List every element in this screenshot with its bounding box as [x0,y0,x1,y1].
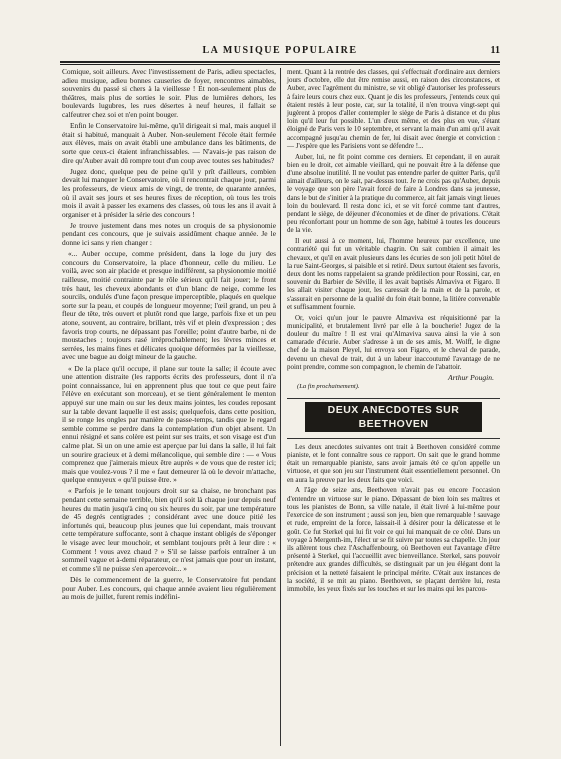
author-signature: Arthur Pougin. [448,372,494,382]
paragraph: A l'âge de seize ans, Beethoven n'avait pas eu encore l'occasion d'entendre un virtuose sur le piano. Dépassant de bien loin ses maîtres et tous les pianistes de Bonn, sa ville natale, il était livré à lui-même pour l'exercice de son instrument ; aussi son jeu, bien que remarquable ! sauvage et rude, empreint de la force, laissait-il à désirer pour la délicatesse et le goût. Ce fut Sterkel qui lui fit voir ce qui lui manquait de ce côté. Dans un voyage à Mergenth-im, l'élect ur se fit suivre par toutes sa chapelle. Un jour ils allèrent tous chez l'Aschaffenbourg, où Beethoven eut l'avantage d'être présenté à Sterkel, qui l'accueillit avec bienveillance. Sterkel, sans pouvoir prétendre aux grandes difficultés, se distinguait par un jeu élégant dont la précision et la netteté faisaient le principal mérite. C'était aux instances de la société, il se mit au piano. Beethoven, se plaçant derrière lui, resta immobile, les yeux fixés sur les touches et sur les mains qui les parcou- [287,486,500,593]
paragraph: Je trouve justement dans mes notes un croquis de sa physionomie pendant ces concours, que je suivais assidûment chaque année. Je le donne ici sans y rien changer : [62,220,276,248]
paragraph: «... Auber occupe, comme président, dans la loge du jury des concours du Conservatoire, la place d'honneur, celle du milieu. Le voilà, avec son air placide et presque indifférent, sa physionomie moitié railleuse, moitié contrainte par le rôle sérieux qu'il fait jouer; le front très haut, les cheveux abondants et d'un blanc de neige, comme les sourcils, ondulés d'une façon presque imperceptible, plaqués en quelque sorte sur la peau, et coupés de longueur moyenne; l'œil grand, un peu à fleur de tête, très ouvert et plutôt rond que large, parfois fixe et un peu atone, souvent, au contraire, brillant, très vif et plein d'expression ; des favoris trop courts, ne dépassant pas l'oreille; point d'autre barbe, ni de moustaches ; toujours rasé irréprochablement; les lèvres minces et serrées, les mains fines et délicates quoique déformées par la vieillesse, avec une bague au doigt mineur de la gauche. [62,249,276,362]
left-column [62,68,276,604]
paragraph: Comique, soit ailleurs. Avec l'investissement de Paris, adieu spectacles, adieu musique, adieu bonnes causeries de foyer, rencontres aimables, souvenirs du passé si chers à la vieillesse ! Et non-seulement plus de théâtres, mais plus de sorties le soir. Plus de lumières dehors, les boulevards lugubres, les rues désertes à neuf heures, il fallait se calfeutrer chez soi et n'en point bouger. [62,67,276,119]
paragraph: « De la place qu'il occupe, il plane sur toute la salle; il écoute avec une attention distraite (les rapports écrits des professeurs, dont il n'a point connaissance, lui en apprennent plus que tout ce que peut faire l'élève en exécutant son morceau), et se tient généralement le menton appuyé sur une main ou sur les deux mains jointes, les coudes reposant sur la table devant laquelle il est assis; quelquefois, dans cette position, il se ronge les ongles par manière de passe-temps, tandis que le regard semble comme se perdre dans la contemplation d'un objet absent. Un ennui résigné et sans colère est peint sur ses traits, et son visage est d'un calme plat. Si un on une amie est aperçue par lui dans la salle, il lui fait un sourire gracieux et à demi mélancolique, qui semble dire : — « Vous comprenez que j'aimerais mieux être auprès « de vous que de rester ici; mais que voulez-vous ? il me « faut demeurer là où le devoir m'attache, quelque ennuyeux « qu'il puisse être. » [62,363,276,485]
section-title: DEUX ANECDOTES SUR BEETHOVEN [305,402,482,432]
paragraph: ment. Quant à la rentrée des classes, qui s'effectuait d'ordinaire aux derniers jours d'octobre, elle dut être remise aussi, en raison des circonstances, et Auber, avec l'agrément du ministre, se vit obligé d'autoriser les professeurs à faire leurs cours chez eux. Quant je dis les professeurs, j'entends ceux qui étaient restés à leur poste, car, sur la totalité, il n'en trouva vingt-sept qui jugèrent à propos d'aller contempler le siège de Paris à distance et du plus loin qu'il leur fut possible. L'un d'eux même, et des plus en vue, s'étant éloigné de Paris vers le 10 septembre, et servant la main d'un ami qu'il avait accompagné jusqu'au chemin de fer, lui disait avec énergie et conviction : — J'espère que les Parisiens vont se défendre !... [287,68,500,150]
continuation-note: (La fin prochainement). [297,383,360,391]
header-rule [60,61,500,63]
right-column [287,68,500,596]
paragraph: Dès le commencement de la guerre, le Conservatoire fut pendant pour Auber. Les concours, qui chaque année avaient lieu régulièrement au mois de juillet, furent remis indéfini- [62,575,276,602]
header-rule-thin [60,64,500,65]
paragraph: Les deux anecdotes suivantes ont trait à Beethoven considéré comme pianiste, et le font connaître sous ce rapport. On sait que le grand homme était un remarquable pianiste, sans avoir jamais été ce qu'on appelle un virtuose, et que son jeu sur l'instrument était essentiellement personnel. On en aura la preuve par les deux faits que voici. [287,442,500,484]
paragraph: Enfin le Conservatoire lui-même, qu'il dirigeait si mal, mais auquel il était si habitué, manquait à Auber. Non-seulement l'école était fermée aux élèves, mais on avait établi une ambulance dans les bâtiments, de sorte que ceux-ci étaient infranchissables. — N'avais-je pas raison de dire qu'Auber avait dû rompre tout d'un coup avec toutes ses habitudes? [62,121,276,165]
paragraph: Jugez donc, quelque peu de peine qu'il y prît d'ailleurs, combien devait lui manquer le Conservatoire, où il rencontrait chaque jour, parmi les professeurs, de vieux amis de vingt, de trente, de quarante années, où il avait ses jours et ses heures fixes de réception, où tous les trois mois il avait à passer les examens des classes, où tous les ans il avait à organiser et à présider la série des concours ! [62,166,276,219]
paragraph: « Parfois je le tenant toujours droit sur sa chaise, ne bronchant pas pendant cette semaine terrible, bien qu'il soit là chaque jour depuis neuf heures du matin jusqu'à cinq ou six heures du soir, par une température de 45 degrés centigrades ; considérant avec une douce pitié les infortunés qui, beaucoup plus jeunes que lui cependant, mais trouvant cette température suffocante, sont à chaque instant obligés de s'éponger le visage avec leur mouchoir, et semblant toujours prêt à leur dire : « Comment ! vous avez chaud ? » S'il se laisse parfois entraîner à un sommeil vague et à-demi réparateur, ce n'est jamais que pour un instant, et comme s'il ne puisse s'en apercevoir... » [62,486,276,573]
paragraph: Or, voici qu'un jour le pauvre Almaviva est réquisitionné par la municipalité, et brutalement livré par elle à la boucherie! Jugez de la douleur du maître ! Il est vrai qu'Almaviva sauva ainsi la vie à son camarade d'écurie. Auber s'adresse à un de ses amis, M. Wolff, le digne chef de la maison Pleyel, lui envoya son Figaro, et le cheval de parade, devenu un cheval de trait, dut à un labeur inaccoutumé l'avantage de ne point prendre, comme son compagnon, le chemin de l'abattoir. [287,313,500,371]
journal-title: LA MUSIQUE POPULAIRE [202,45,358,56]
section-rule [287,398,500,399]
page-header [60,45,500,59]
column-divider [280,68,281,746]
page-number: 11 [490,45,500,56]
paragraph: Auber, lui, ne fit point comme ces derniers. Et cependant, il en aurait bien eu le droit, cet aimable vieillard, qui ne pouvait être à la défense que d'une absolue inutilité. Il ne voulut pas entendre parler de quitter Paris, qu'il aimait d'ailleurs, on le sait, par-dessus tout. Je ne crois pas qu'Auber, depuis le voyage que son père l'avait forcé de faire à Londres dans sa jeunesse, dans le but de s'initier à la pratique du commerce, ait fait jamais vingt lieues loin du boulevard. Il resta donc ici, et se vit forcé comme tant d'autres, pendant le siège, de déjeuner d'économies et de dîner de privations. C'était peu réconfortant pour un homme de son âge, habitué à toutes les douceurs de la vie. [287,152,500,235]
paragraph: Il eut aussi à ce moment, lui, l'homme heureux par excellence, une contrariété qui fut un véritable chagrin. On sait combien il aimait les chevaux, et qu'il en avait plusieurs dans les écuries de son joli petit hôtel de la rue Saint-Georges, si paisible et si retiré. Deux surtout étaient ses favoris, deux dont les noms rappelaient sa grande prédilection pour Rossini, car, en souvenir du Barbier de Séville, il les avait baptisés Almaviva et Figaro. Il les allait visiter chaque jour, les caressait de la main et de la parole, et s'assurait en personne de la qualité du foin était bonne, la litière convenable et suffisamment fournie. [287,237,500,311]
section-rule-below [287,438,500,439]
